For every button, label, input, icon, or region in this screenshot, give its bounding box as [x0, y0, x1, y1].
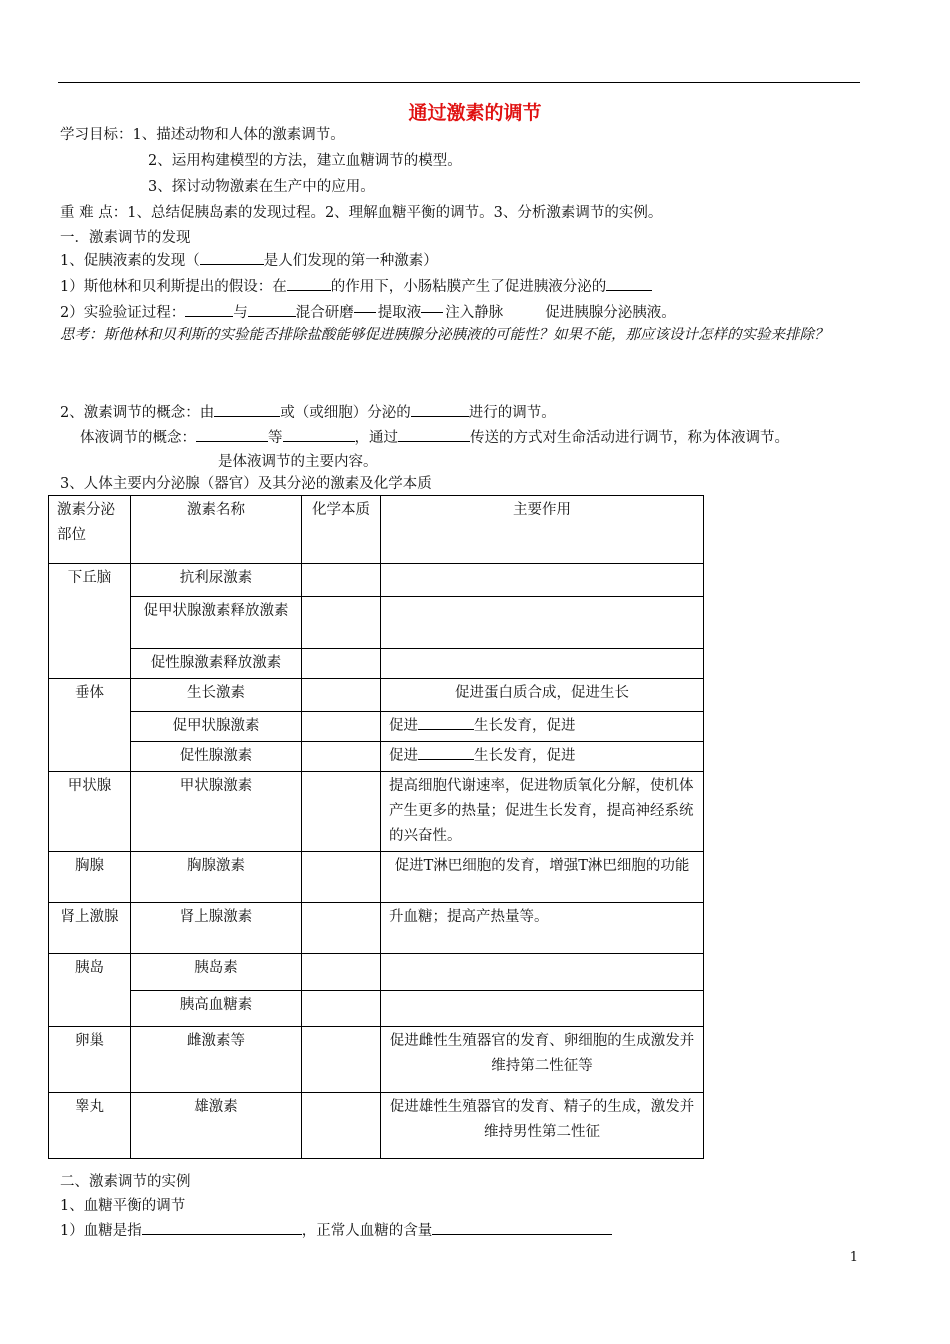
hormone-cell: 雌激素等: [131, 1027, 302, 1093]
table-row: [49, 954, 704, 991]
arrow-icon: [421, 308, 445, 318]
table-row: [49, 597, 704, 649]
blank-cell[interactable]: [302, 1027, 381, 1093]
blank-cell[interactable]: [302, 954, 381, 991]
table-row: [49, 1093, 704, 1159]
hormone-cell: 肾上腺激素: [131, 903, 302, 954]
blank-cell[interactable]: [302, 852, 381, 903]
objectives-line-1: 学习目标：1、描述动物和人体的激素调节。: [60, 127, 345, 143]
gland-cell: 胰岛: [49, 954, 131, 1027]
function-cell: 提高细胞代谢速率，促进物质氧化分解，使机体产生更多的热量；促进生长发育，提高神经系统的兴奋性。: [381, 772, 704, 852]
objectives-line-3: 3、探讨动物激素在生产中的应用。: [148, 179, 375, 195]
blank-cell[interactable]: [302, 712, 381, 742]
key-points-line: 重 难 点：1、总结促胰岛素的发现过程。2、理解血糖平衡的调节。3、分析激素调节的实例。: [60, 205, 663, 221]
function-cell: 促进 生长发育，促进: [381, 742, 704, 772]
table-header-row: [49, 496, 704, 564]
table-row: [49, 852, 704, 903]
section-2-sub-1: 1、血糖平衡的调节: [60, 1198, 186, 1214]
gland-cell: 胸腺: [49, 852, 131, 903]
hormone-table: [48, 495, 704, 1159]
experiment-line: 2）实验验证过程： 与 混合研磨 提取液 注入静脉 促进胰腺分泌胰液。: [60, 302, 676, 323]
blank-cell[interactable]: [302, 597, 381, 649]
hormone-cell: 抗利尿激素: [131, 564, 302, 597]
think-question: 思考：斯他林和贝利斯的实验能否排除盐酸能够促进胰腺分泌胰液的可能性？如果不能，那应该设计怎样的实验来排除？: [60, 327, 829, 343]
blank-field[interactable]: [248, 302, 296, 317]
gland-cell: 甲状腺: [49, 772, 131, 852]
table-row: [49, 772, 704, 852]
blank-cell[interactable]: [302, 772, 381, 852]
blank-field[interactable]: [214, 402, 280, 417]
table-row: [49, 712, 704, 742]
blank-cell[interactable]: [302, 991, 381, 1027]
function-cell: 促进T淋巴细胞的发育，增强T淋巴细胞的功能: [381, 852, 704, 903]
header-cell: 化学本质: [302, 496, 381, 564]
blank-field[interactable]: [411, 402, 469, 417]
blank-cell[interactable]: [381, 564, 704, 597]
hormone-cell: 胰岛素: [131, 954, 302, 991]
table-row: [49, 649, 704, 679]
table-row: [49, 742, 704, 772]
function-cell: 促进雄性生殖器官的发育、精子的生成，激发并维持男性第二性征: [381, 1093, 704, 1159]
hormone-cell: 雄激素: [131, 1093, 302, 1159]
hormone-cell: 生长激素: [131, 679, 302, 712]
hormone-cell: 胸腺激素: [131, 852, 302, 903]
gland-cell: 睾丸: [49, 1093, 131, 1159]
blank-field[interactable]: [287, 276, 331, 291]
humoral-main-line: 是体液调节的主要内容。: [218, 454, 378, 470]
page-title: 通过激素的调节: [408, 102, 542, 124]
blank-cell[interactable]: [302, 742, 381, 772]
hormone-cell: 促甲状腺激素: [131, 712, 302, 742]
hormone-cell: 胰高血糖素: [131, 991, 302, 1027]
blank-field[interactable]: [196, 427, 268, 442]
hormone-cell: 促性腺激素: [131, 742, 302, 772]
hormone-cell: 甲状腺激素: [131, 772, 302, 852]
gland-cell: 肾上激腺: [49, 903, 131, 954]
function-cell: 促进蛋白质合成，促进生长: [381, 679, 704, 712]
objectives-line-2: 2、运用构建模型的方法，建立血糖调节的模型。: [148, 153, 462, 169]
table-row: [49, 679, 704, 712]
blank-cell[interactable]: [302, 903, 381, 954]
blank-cell[interactable]: [302, 1093, 381, 1159]
table-row: [49, 1027, 704, 1093]
hormone-regulation-concept: 2、激素调节的概念：由 或（或细胞）分泌的 进行的调节。: [60, 402, 556, 423]
arrow-icon: [354, 308, 378, 318]
header-rule: [58, 82, 860, 83]
blank-cell[interactable]: [302, 679, 381, 712]
blank-cell[interactable]: [302, 649, 381, 679]
blank-field[interactable]: [142, 1220, 302, 1235]
table-row: [49, 991, 704, 1027]
section-2-heading: 二、激素调节的实例: [60, 1174, 191, 1190]
header-cell: 激素名称: [131, 496, 302, 564]
table-caption: 3、人体主要内分泌腺（器官）及其分泌的激素及化学本质: [60, 476, 432, 492]
header-cell: 激素分泌部位: [49, 496, 131, 564]
blank-field[interactable]: [185, 302, 233, 317]
blank-cell[interactable]: [381, 597, 704, 649]
blood-sugar-line: 1）血糖是指 ，正常人血糖的含量: [60, 1220, 612, 1241]
table-row: [49, 564, 704, 597]
blank-field[interactable]: [200, 250, 264, 265]
gland-cell: 下丘脑: [49, 564, 131, 679]
page-number: 1: [849, 1250, 858, 1265]
header-cell: 主要作用: [381, 496, 704, 564]
gland-cell: 垂体: [49, 679, 131, 772]
humoral-regulation-concept: 体液调节的概念： 等 ，通过 传送的方式对生命活动进行调节，称为体液调节。: [80, 427, 789, 448]
function-cell: 升血糖；提高产热量等。: [381, 903, 704, 954]
blank-field[interactable]: [418, 745, 474, 760]
hormone-cell: 促性腺激素释放激素: [131, 649, 302, 679]
blank-field[interactable]: [418, 715, 474, 730]
section-1-heading: 一．激素调节的发现: [60, 230, 191, 246]
blank-cell[interactable]: [381, 991, 704, 1027]
table-row: [49, 903, 704, 954]
blank-field[interactable]: [432, 1220, 612, 1235]
blank-cell[interactable]: [302, 564, 381, 597]
blank-cell[interactable]: [381, 649, 704, 679]
blank-field[interactable]: [398, 427, 470, 442]
function-cell: 促进 生长发育，促进: [381, 712, 704, 742]
blank-field[interactable]: [606, 276, 652, 291]
hormone-cell: 促甲状腺激素释放激素: [131, 597, 302, 649]
blank-field[interactable]: [283, 427, 355, 442]
hypothesis-line: 1）斯他林和贝利斯提出的假设：在 的作用下，小肠粘膜产生了促进胰液分泌的: [60, 276, 652, 297]
gland-cell: 卵巢: [49, 1027, 131, 1093]
function-cell: 促进雌性生殖器官的发育、卵细胞的生成激发并维持第二性征等: [381, 1027, 704, 1093]
blank-cell[interactable]: [381, 954, 704, 991]
secretin-discovery-line: 1、促胰液素的发现（ 是人们发现的第一种激素）: [60, 250, 438, 271]
